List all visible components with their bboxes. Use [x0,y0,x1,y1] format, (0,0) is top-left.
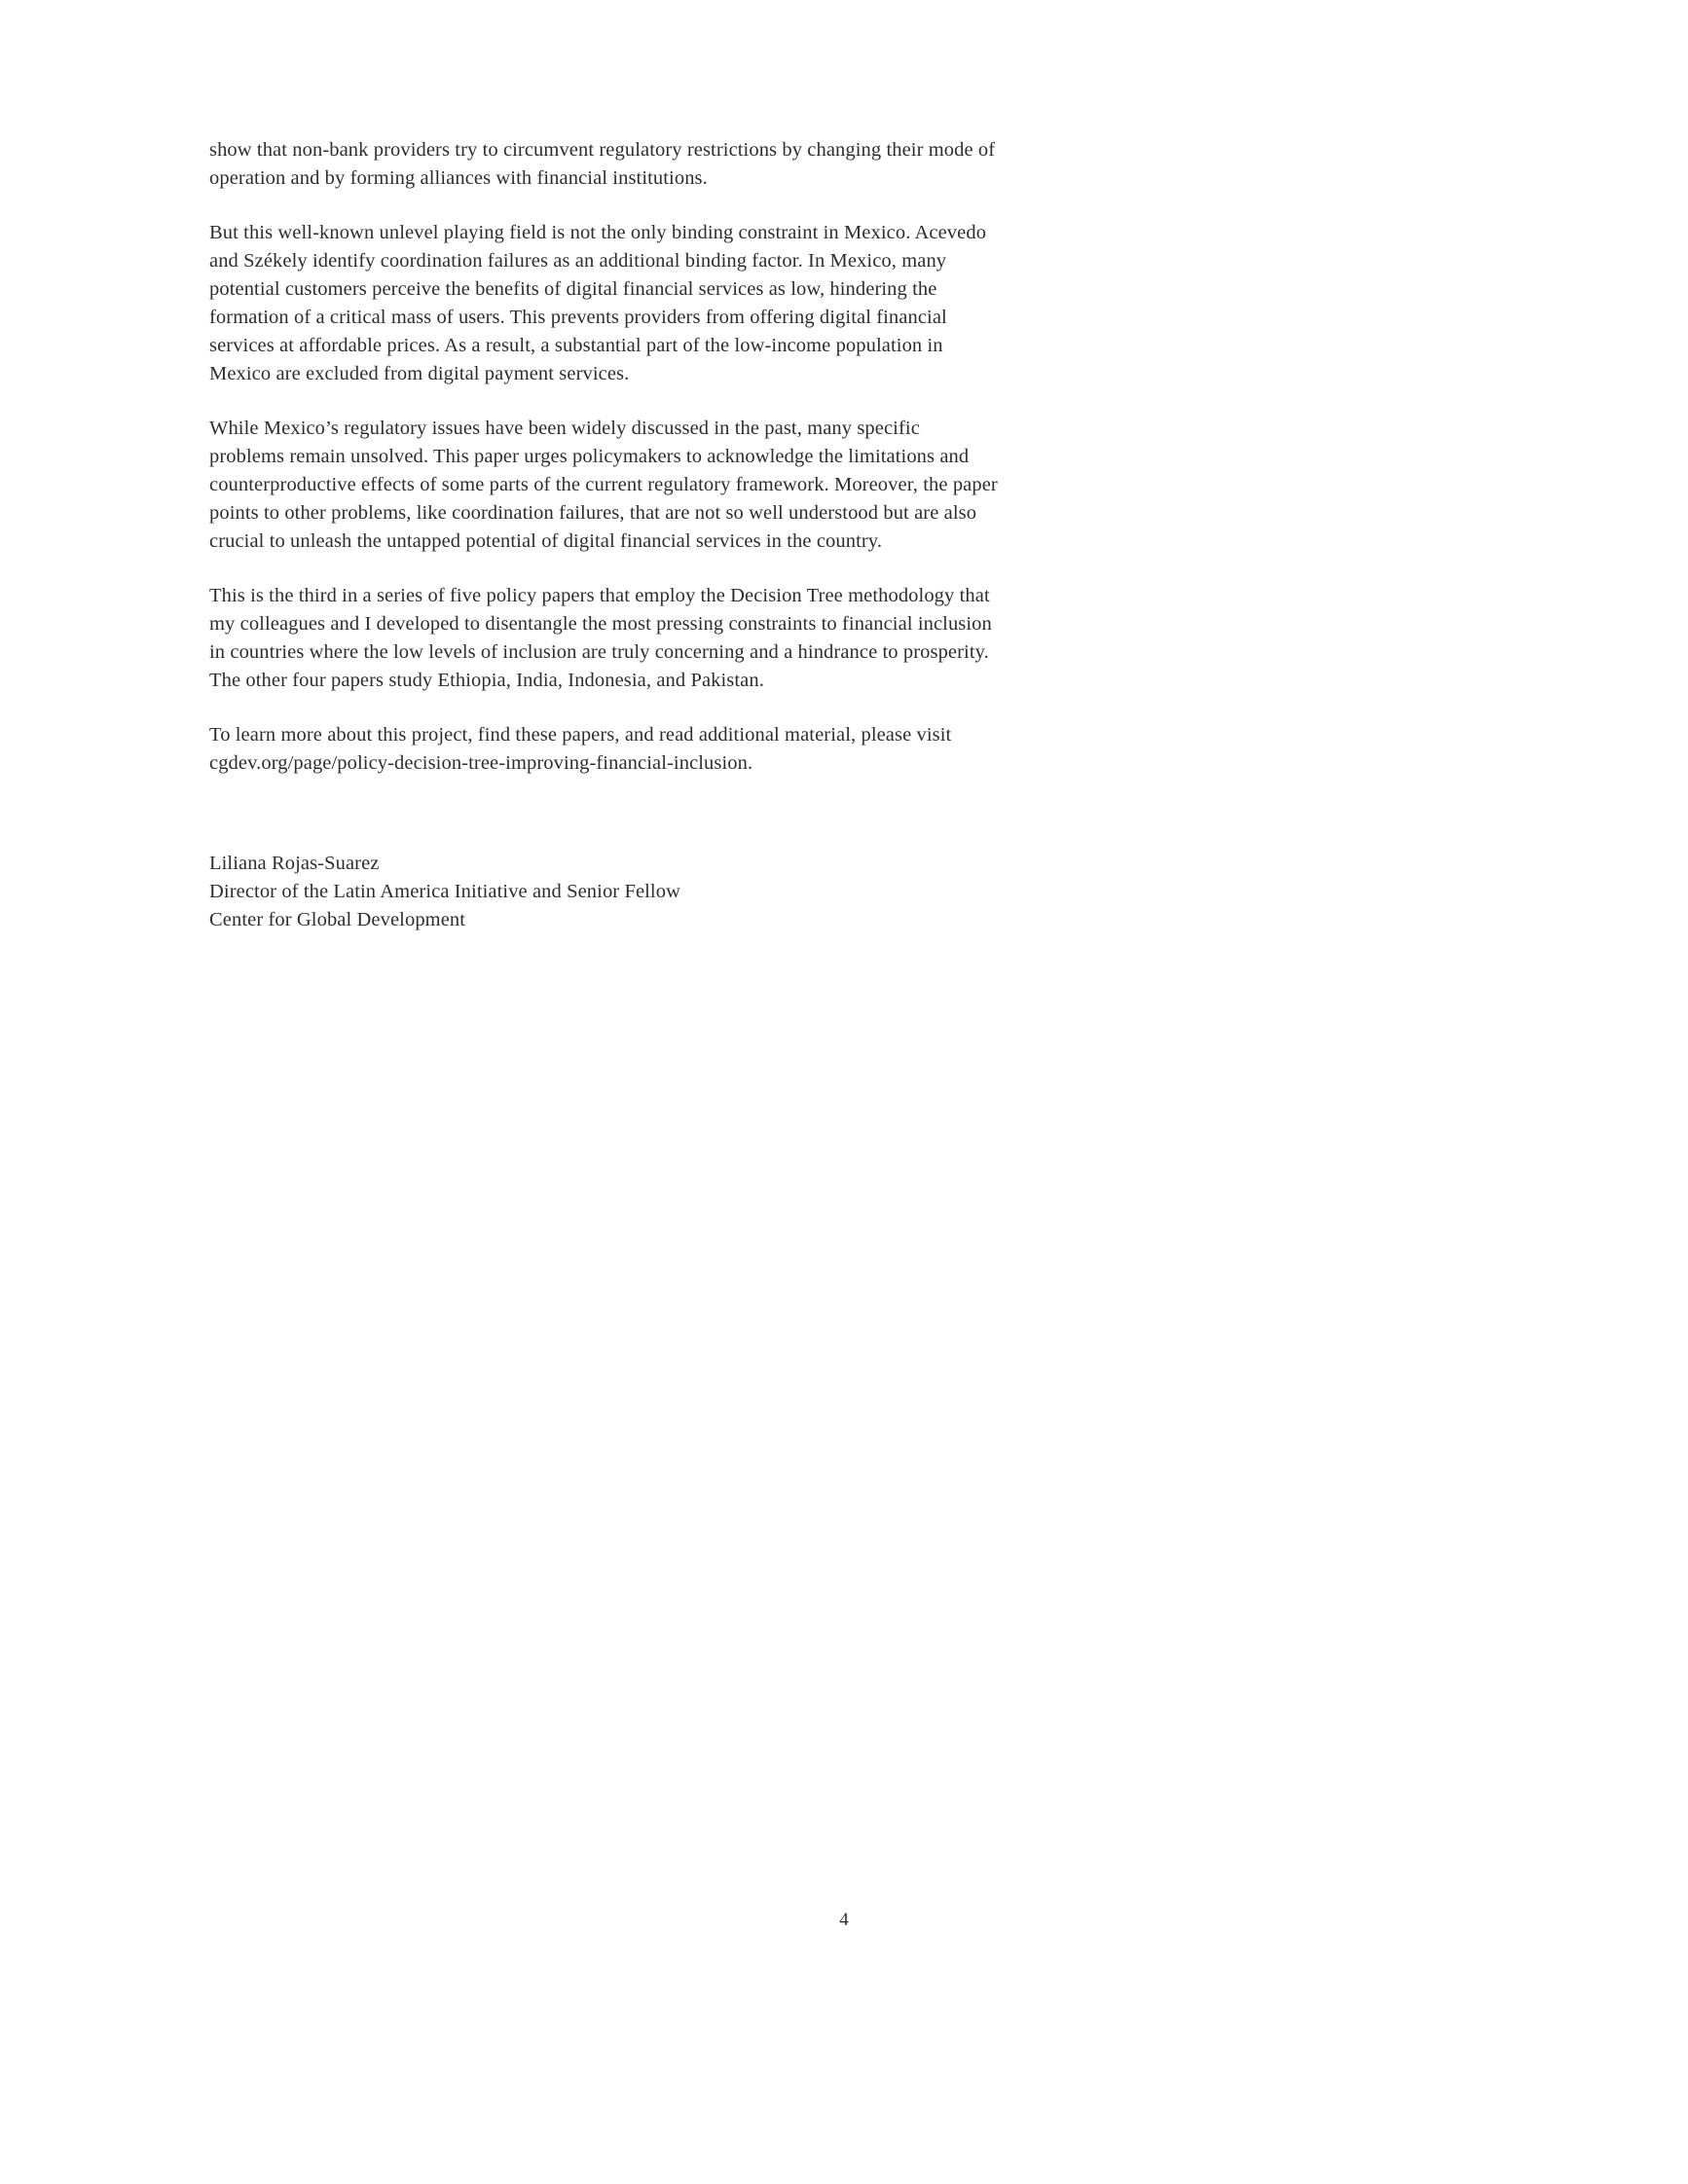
paragraph-series-description: This is the third in a series of five policy papers that employ the Decision Tree methodology that my colleagues and I developed to disentangle the most pressing constraints to financial inclusion in countries where the low levels of inclusion are truly concerning and a hindrance to prosperity. The other four papers study Ethiopia, India, Indonesia, and Pakistan. [209,585,992,691]
paragraph-learn-more-link: To learn more about this project, find these papers, and read additional material, please visit cgdev.org/page/policy-decision-tree-improving-financial-inclusion. [209,724,952,774]
paragraph-regulatory-issues: While Mexico’s regulatory issues have been widely discussed in the past, many specific problems remain unsolved. This paper urges policymakers to acknowledge the limitations and counterproductive effects of some parts of the current regulatory framework. Moreover, the paper points to other problems, like coordination failures, that are not so well understood but are also crucial to unleash the untapped potential of digital financial services in the country. [209,418,998,552]
signature-block [209,850,998,934]
signature-organization: Center for Global Development [209,909,466,930]
paragraph-continuation: show that non-bank providers try to circumvent regulatory restrictions by changing their mode of operation and by forming alliances with financial institutions. [209,139,996,189]
signature-name: Liliana Rojas-Suarez [209,853,380,874]
page-number: 4 [839,1910,849,1930]
page-content [209,136,998,934]
signature-title: Director of the Latin America Initiative and Senior Fellow [209,881,680,902]
paragraph-binding-constraint: But this well-known unlevel playing field is not the only binding constraint in Mexico. Acevedo and Székely identify coordination failures as an additional binding factor. In Mexico, many potential customers perceive the benefits of digital financial services as low, hindering the formation of a critical mass of users. This prevents providers from offering digital financial services at affordable prices. As a result, a substantial part of the low-income population in Mexico are excluded from digital payment services. [209,222,987,384]
